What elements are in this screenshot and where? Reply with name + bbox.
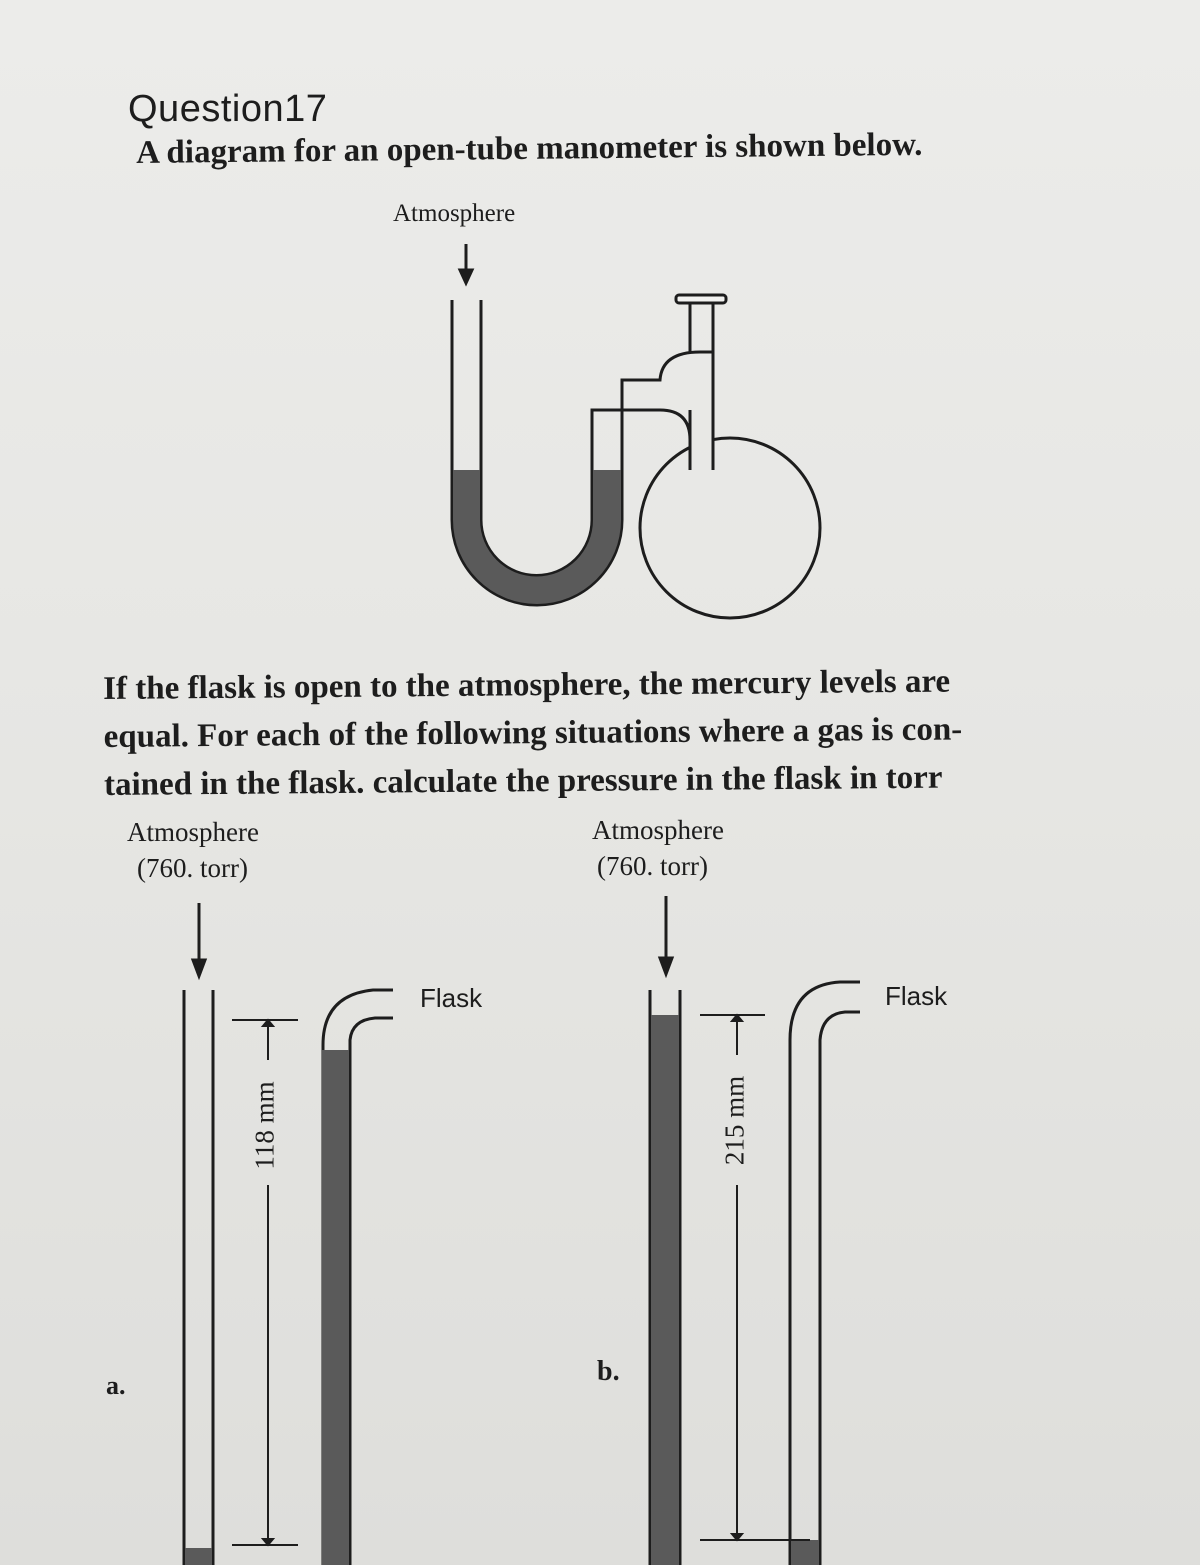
question-title: Question17 — [128, 88, 328, 130]
diagram-a-flask-label: Flask — [420, 983, 483, 1013]
diagram-b-pressure-label: (760. torr) — [597, 851, 708, 881]
diagram-b-flask-label: Flask — [885, 981, 948, 1011]
diagram-a-measurement: 118 mm — [249, 1081, 280, 1170]
instructions-line: equal. For each of the following situations where a gas is con- — [103, 711, 963, 755]
diagram-a-atmosphere-label: Atmosphere — [127, 817, 259, 847]
manometer-b-u-tube — [650, 982, 860, 1565]
diagram-b-atmosphere-label: Atmosphere — [592, 815, 724, 845]
top-atmosphere-label: Atmosphere — [393, 200, 516, 227]
diagram-b-atmosphere-arrow — [660, 896, 672, 974]
instructions-line: tained in the flask. calculate the pressure in the flask in torr — [103, 759, 943, 803]
instructions-line: If the flask is open to the atmosphere, the mercury levels are — [103, 663, 951, 707]
part-a-label: a. — [106, 1371, 126, 1400]
question-intro: A diagram for an open-tube manometer is shown below. — [136, 126, 923, 171]
part-b-label: b. — [597, 1356, 620, 1387]
diagram-b-measurement: 215 mm — [719, 1075, 750, 1166]
diagram-a-pressure-label: (760. torr) — [137, 853, 248, 883]
